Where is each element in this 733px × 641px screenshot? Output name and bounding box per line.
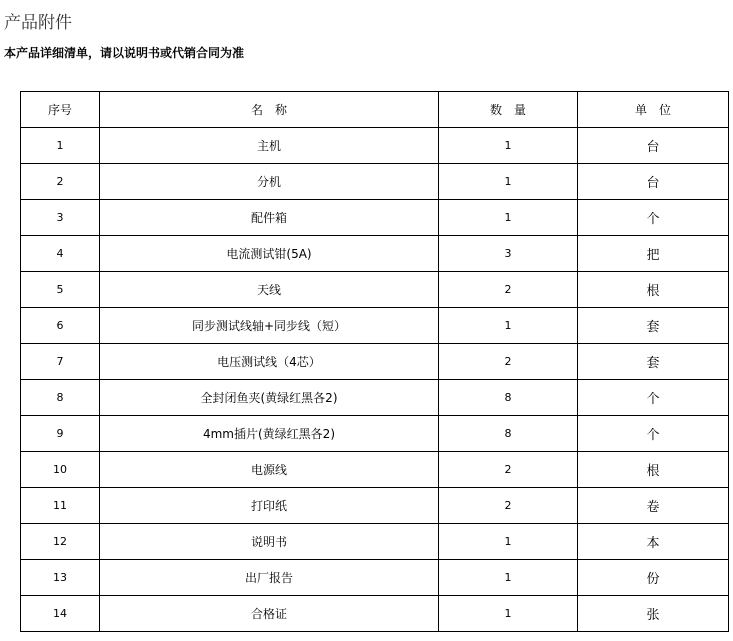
- row-index: 14: [21, 596, 100, 632]
- column-header-quantity: 数 量: [439, 92, 578, 128]
- row-name: 天线: [100, 272, 439, 308]
- table-row: [21, 272, 729, 308]
- row-unit: 套: [578, 308, 729, 344]
- row-unit: 套: [578, 344, 729, 380]
- row-unit: 根: [578, 452, 729, 488]
- row-quantity: 1: [439, 560, 578, 596]
- row-unit: 份: [578, 560, 729, 596]
- table-row: [21, 308, 729, 344]
- row-index: 5: [21, 272, 100, 308]
- row-name: 分机: [100, 164, 439, 200]
- row-index: 8: [21, 380, 100, 416]
- row-index: 4: [21, 236, 100, 272]
- accessories-table: [20, 91, 729, 632]
- table-row: [21, 200, 729, 236]
- row-index: 11: [21, 488, 100, 524]
- row-name: 全封闭鱼夹(黄绿红黑各2): [100, 380, 439, 416]
- row-quantity: 1: [439, 308, 578, 344]
- table-header-row: [21, 92, 729, 128]
- row-name: 电源线: [100, 452, 439, 488]
- row-quantity: 1: [439, 200, 578, 236]
- row-name: 电压测试线（4芯）: [100, 344, 439, 380]
- column-header-index: 序号: [21, 92, 100, 128]
- table-row: [21, 488, 729, 524]
- table-row: [21, 380, 729, 416]
- table-row: [21, 236, 729, 272]
- table-row: [21, 128, 729, 164]
- row-index: 6: [21, 308, 100, 344]
- row-index: 3: [21, 200, 100, 236]
- row-name: 说明书: [100, 524, 439, 560]
- table-row: [21, 164, 729, 200]
- row-quantity: 1: [439, 128, 578, 164]
- column-header-name: 名 称: [100, 92, 439, 128]
- row-index: 1: [21, 128, 100, 164]
- row-unit: 台: [578, 164, 729, 200]
- table-row: [21, 596, 729, 632]
- row-unit: 个: [578, 200, 729, 236]
- row-name: 4mm插片(黄绿红黑各2): [100, 416, 439, 452]
- row-name: 主机: [100, 128, 439, 164]
- row-unit: 根: [578, 272, 729, 308]
- row-quantity: 1: [439, 596, 578, 632]
- row-unit: 卷: [578, 488, 729, 524]
- row-name: 出厂报告: [100, 560, 439, 596]
- row-index: 13: [21, 560, 100, 596]
- row-index: 10: [21, 452, 100, 488]
- row-unit: 台: [578, 128, 729, 164]
- row-quantity: 2: [439, 272, 578, 308]
- table-row: [21, 416, 729, 452]
- row-unit: 个: [578, 416, 729, 452]
- table-row: [21, 452, 729, 488]
- column-header-unit: 单 位: [578, 92, 729, 128]
- row-quantity: 2: [439, 344, 578, 380]
- row-unit: 张: [578, 596, 729, 632]
- row-unit: 本: [578, 524, 729, 560]
- row-quantity: 8: [439, 416, 578, 452]
- row-index: 9: [21, 416, 100, 452]
- page-title: 产品附件: [4, 13, 72, 33]
- table-row: [21, 524, 729, 560]
- row-quantity: 1: [439, 164, 578, 200]
- row-unit: 把: [578, 236, 729, 272]
- row-quantity: 1: [439, 524, 578, 560]
- row-quantity: 8: [439, 380, 578, 416]
- table-row: [21, 344, 729, 380]
- row-quantity: 3: [439, 236, 578, 272]
- row-quantity: 2: [439, 452, 578, 488]
- row-name: 配件箱: [100, 200, 439, 236]
- row-name: 合格证: [100, 596, 439, 632]
- row-index: 2: [21, 164, 100, 200]
- row-unit: 个: [578, 380, 729, 416]
- row-name: 同步测试线轴+同步线（短）: [100, 308, 439, 344]
- table-row: [21, 560, 729, 596]
- row-name: 电流测试钳(5A): [100, 236, 439, 272]
- row-index: 12: [21, 524, 100, 560]
- row-name: 打印纸: [100, 488, 439, 524]
- row-index: 7: [21, 344, 100, 380]
- list-note: 本产品详细清单，请以说明书或代销合同为准: [4, 46, 245, 60]
- row-quantity: 2: [439, 488, 578, 524]
